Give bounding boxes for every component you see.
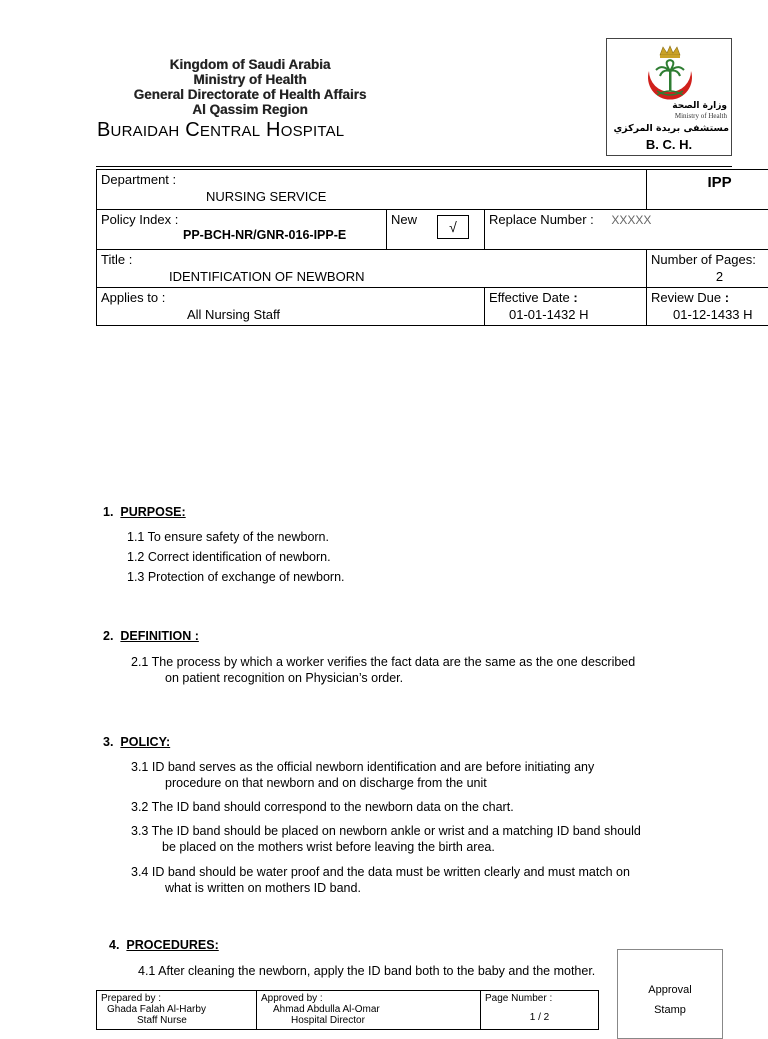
review-value: 01-12-1433 H: [651, 307, 768, 322]
header-ministry: Ministry of Health: [60, 72, 440, 87]
hospital-b: B: [97, 119, 111, 141]
policy-3-4-line-1: 3.4 ID band should be water proof and the data must be written clearly and must match on: [131, 864, 630, 880]
effective-value: 01-01-1432 H: [489, 307, 642, 322]
policy-3-2: 3.2 The ID band should correspond to the newborn data on the chart.: [131, 799, 514, 815]
purpose-item-2: 1.2 Correct identification of newborn.: [127, 549, 331, 565]
stamp-label-stamp: Stamp: [618, 1004, 722, 1016]
new-label: New: [391, 212, 417, 227]
title-value: IDENTIFICATION OF NEWBORN: [101, 269, 642, 284]
definition-line-2: on patient recognition on Physician’s order.: [165, 670, 403, 686]
section-procedures-heading: [109, 938, 219, 952]
effective-colon: :: [570, 290, 578, 305]
logo-arabic-ministry: وزارة الصحة: [607, 101, 727, 111]
section-4-number: 4.: [109, 938, 119, 952]
procedure-4-1: 4.1 After cleaning the newborn, apply the ID band both to the baby and the mother.: [138, 963, 595, 979]
policy-index-value: PP-BCH-NR/GNR-016-IPP-E: [101, 228, 382, 242]
applies-cell: [97, 288, 485, 326]
footer-signature-table: [96, 990, 599, 1030]
review-colon: :: [721, 290, 729, 305]
page-number-value: 1 / 2: [485, 1012, 594, 1023]
page-number-label: Page Number :: [485, 993, 594, 1004]
logo-abbr: B. C. H.: [607, 137, 731, 152]
department-cell: [97, 170, 647, 210]
policy-index-cell: [97, 210, 387, 250]
title-label: Title :: [101, 252, 642, 267]
ministry-logo-box: [606, 38, 732, 156]
logo-arabic-hospital: مستشفى بريدة المركزي: [607, 123, 729, 134]
section-2-number: 2.: [103, 629, 113, 643]
policy-3-3-line-1: 3.3 The ID band should be placed on newborn ankle or wrist and a matching ID band should: [131, 823, 641, 839]
effective-label: Effective Date: [489, 290, 570, 305]
prepared-label: Prepared by :: [101, 993, 252, 1004]
section-purpose-heading: [103, 505, 186, 519]
approved-label: Approved by :: [261, 993, 476, 1004]
section-3-number: 3.: [103, 735, 113, 749]
logo-ministry-en: Ministry of Health: [607, 112, 727, 120]
hospital-name: [97, 119, 344, 142]
header-kingdom: Kingdom of Saudi Arabia: [60, 57, 440, 72]
replace-value: XXXXX: [611, 213, 651, 227]
department-value: NURSING SERVICE: [101, 189, 642, 204]
section-1-number: 1.: [103, 505, 113, 519]
hospital-h: H: [266, 119, 281, 141]
prepared-role: Staff Nurse: [101, 1015, 252, 1026]
approved-role: Hospital Director: [261, 1015, 476, 1026]
section-4-title: PROCEDURES:: [126, 938, 218, 952]
applies-label: Applies to :: [101, 290, 480, 305]
title-cell: [97, 250, 647, 288]
review-label: Review Due: [651, 290, 721, 305]
header-region: Al Qassim Region: [60, 102, 440, 117]
policy-3-3-line-2: be placed on the mothers wrist before leaving the birth area.: [162, 839, 495, 855]
policy-info-table: [96, 169, 768, 326]
prepared-name: Ghada Falah Al-Harby: [101, 1004, 252, 1015]
purpose-item-3: 1.3 Protection of exchange of newborn.: [127, 569, 345, 585]
section-1-title: PURPOSE:: [120, 505, 185, 519]
section-3-title: POLICY:: [120, 735, 170, 749]
pages-label: Number of Pages:: [651, 252, 768, 267]
approved-name: Ahmad Abdulla Al-Omar: [261, 1004, 476, 1015]
ministry-emblem-icon: [637, 43, 703, 105]
header-directorate: General Directorate of Health Affairs: [60, 87, 440, 102]
new-cell: [387, 210, 485, 250]
policy-index-label: Policy Index :: [101, 212, 382, 227]
replace-label: Replace Number :: [489, 212, 594, 227]
table-top-rule: [96, 166, 732, 167]
policy-3-4-line-2: what is written on mothers ID band.: [165, 880, 361, 896]
section-definition-heading: [103, 629, 199, 643]
replace-cell: [485, 210, 768, 250]
section-2-title: DEFINITION :: [120, 629, 198, 643]
pages-value: 2: [651, 269, 768, 284]
hospital-c: C: [185, 119, 200, 141]
policy-3-1-line-1: 3.1 ID band serves as the official newborn identification and are before initiating any: [131, 759, 594, 775]
stamp-label-approval: Approval: [618, 984, 722, 996]
department-label: Department :: [101, 172, 642, 187]
effective-cell: [485, 288, 647, 326]
section-policy-heading: [103, 735, 170, 749]
ipp-cell: IPP: [647, 170, 768, 210]
hospital-ospital: OSPITAL: [281, 123, 345, 140]
applies-value: All Nursing Staff: [101, 307, 480, 322]
definition-line-1: 2.1 The process by which a worker verifies the fact data are the same as the one described: [131, 654, 635, 670]
new-checkbox: √: [437, 215, 469, 239]
purpose-item-1: 1.1 To ensure safety of the newborn.: [127, 529, 329, 545]
hospital-entral: ENTRAL: [200, 123, 260, 140]
review-cell: [647, 288, 768, 326]
approval-stamp-box: [617, 949, 723, 1039]
pages-cell: [647, 250, 768, 288]
hospital-uraidah: URAIDAH: [111, 123, 180, 140]
policy-3-1-line-2: procedure on that newborn and on discharge from the unit: [165, 775, 487, 791]
